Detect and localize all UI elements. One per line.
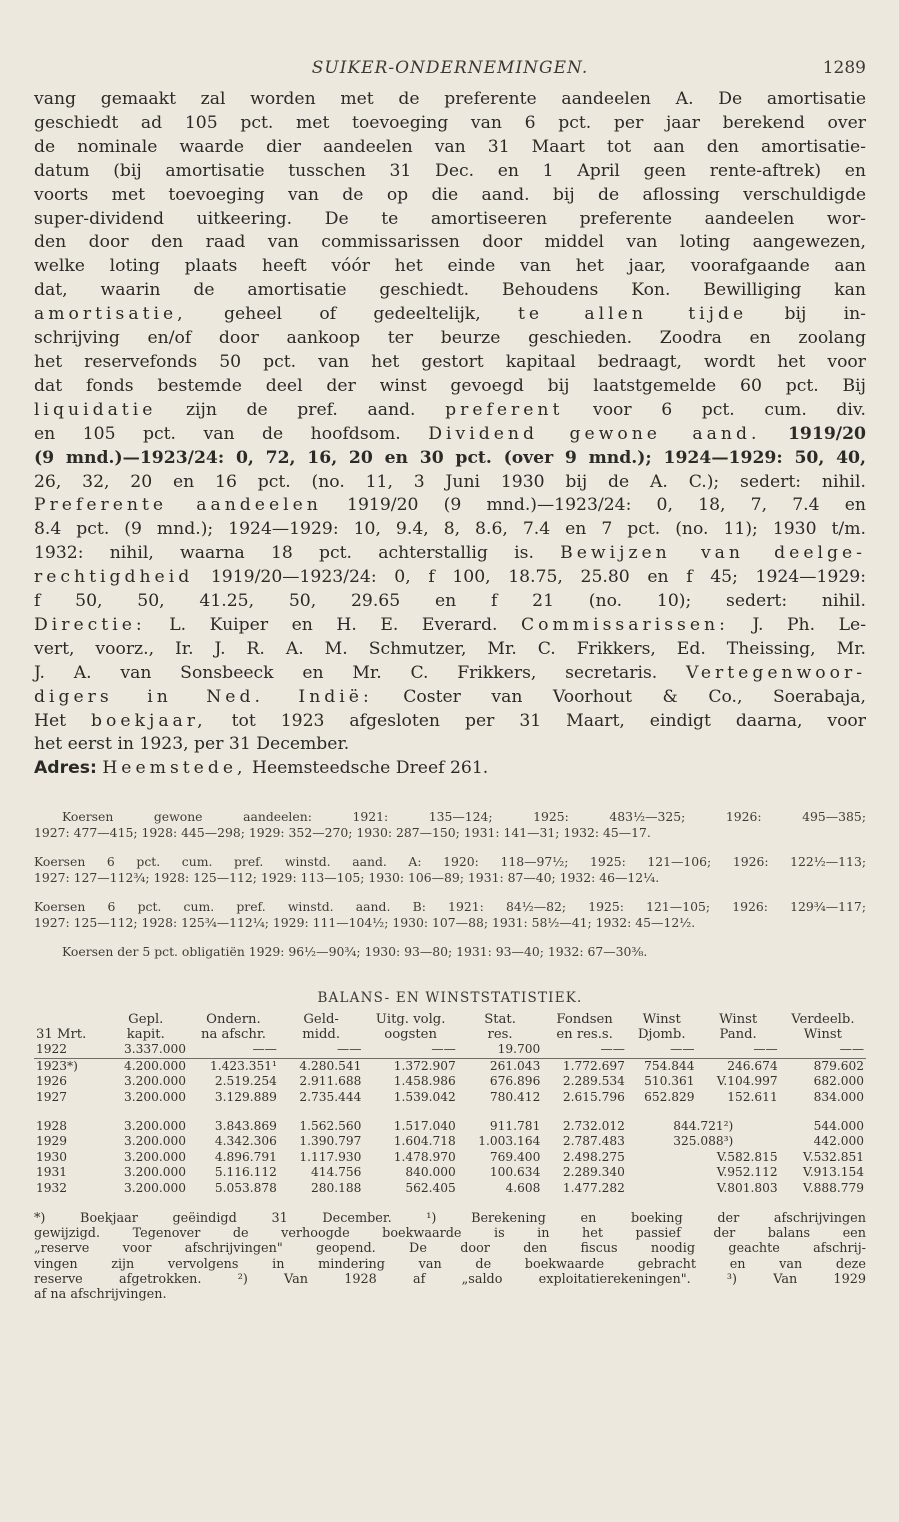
text-run: 1919/20 (9 mnd.)—1923/24: 0, 18, 7, 7.4 en: [347, 495, 866, 516]
table-cell: 682.000: [813, 1074, 864, 1089]
table-cell: V.582.815: [716, 1149, 778, 1164]
quote-block: [34, 899, 866, 931]
table-cell: ——: [337, 1042, 362, 1057]
text-line: [34, 662, 866, 686]
table-cell: 2.615.796: [562, 1090, 625, 1105]
table-cell: 100.634: [489, 1165, 541, 1180]
table-cell: 3.200.000: [124, 1165, 187, 1180]
table-cell: 879.602: [813, 1058, 864, 1073]
table-cell: V.532.851: [803, 1149, 864, 1164]
text-run: en 105 pct. van de hoofdsom.: [34, 423, 401, 444]
column-header: Stat.: [484, 1012, 516, 1028]
column-header: midd.: [302, 1027, 341, 1043]
text-run: L. Kuiper en H. E. Everard.: [169, 614, 498, 635]
text-line: [34, 710, 866, 734]
table-row: [34, 1150, 866, 1166]
table-cell: ——: [670, 1042, 695, 1057]
text-line: voorts met toevoeging van de op die aand. bij de aflossing verschuldigde: [34, 184, 866, 205]
column-header: Ondern.: [206, 1012, 261, 1028]
address-street: Heemsteedsche Dreef 261.: [251, 758, 489, 779]
table-cell: ——: [252, 1042, 277, 1057]
table-cell: 840.000: [405, 1165, 456, 1180]
table-cell: 1.604.718: [393, 1134, 456, 1149]
column-header: kapit.: [126, 1027, 165, 1043]
address-place: Heemstede,: [102, 758, 247, 779]
table-row: [34, 1090, 866, 1106]
text-line: 26, 32, 20 en 16 pct. (no. 11, 3 Juni 1930 bij de A. C.); sedert: nihil.: [34, 471, 866, 492]
table-cell: 5.053.878: [214, 1181, 277, 1196]
table-cell: 261.043: [489, 1058, 541, 1073]
text-run: Coster van Voorhout & Co., Soerabaja,: [403, 686, 866, 707]
quote-line: Koersen der 5 pct. obligatiën 1929: 96½—90¾; 1930: 93—80; 1931: 93—40; 1932: 67—30⅜.: [62, 944, 648, 960]
text-run: voor 6 pct. cum. div.: [593, 399, 866, 420]
year-cell: 1922: [36, 1042, 68, 1057]
table-row: [34, 1134, 866, 1150]
table-cell: 414.756: [311, 1165, 362, 1180]
table-cell: 3.200.000: [124, 1118, 187, 1133]
column-header: [34, 1012, 104, 1027]
text-line: 8.4 pct. (9 mnd.); 1924—1929: 10, 9.4, 8, 8.6, 7.4 en 7 pct. (no. 11); 1930 t/m.: [34, 519, 866, 540]
text-line: de nominale waarde dier aandeelen van 31 Maart tot aan den amortisatie-: [34, 136, 866, 157]
text-line: schrijving en/of door aankoop ter beurze geschieden. Zoodra en zoolang: [34, 328, 866, 349]
column-header: Fondsen: [556, 1012, 613, 1028]
spaced-term: digers in Ned. Indië:: [34, 686, 373, 707]
column-header: Winst: [719, 1012, 758, 1028]
table-cell: 280.188: [311, 1181, 362, 1196]
footnote-line: gewijzigd. Tegenover de verhoogde boekwaarde is in het passief der balans een: [34, 1225, 866, 1241]
table-cell: V.104.997: [716, 1074, 778, 1089]
table-cell: 1.390.797: [299, 1134, 362, 1149]
table-cell: 2.289.534: [562, 1074, 625, 1089]
address-line: [34, 757, 866, 781]
table-row: [34, 1058, 866, 1074]
text-run: 1919/20: [787, 423, 867, 444]
quote-block: [34, 944, 866, 960]
column-header: Winst: [642, 1012, 681, 1028]
quote-line: Koersen gewone aandeelen: 1921: 135—124; 1925: 483½—325; 1926: 495—385;: [62, 809, 866, 825]
table-row: [34, 1074, 866, 1090]
year-cell: 1929: [36, 1134, 68, 1149]
table-cell: 544.000: [813, 1118, 864, 1133]
table-cell: 1.477.282: [562, 1181, 625, 1196]
table-cell: 4.280.541: [299, 1058, 362, 1073]
table-cell: 1.458.986: [393, 1074, 456, 1089]
table-cell: ——: [753, 1042, 778, 1057]
table-cell: V.913.154: [803, 1165, 864, 1180]
body-text: [34, 88, 866, 781]
table-cell: 510.361: [644, 1074, 695, 1089]
table-cell: 1.117.930: [299, 1149, 362, 1164]
spaced-term: Vertegenwoor-: [686, 662, 867, 683]
table-row: [34, 1106, 866, 1135]
spaced-term: te allen tijde: [518, 304, 748, 325]
table-cell: ——: [839, 1042, 864, 1057]
column-header: res.: [487, 1027, 513, 1043]
spaced-term: Preferente aandeelen: [34, 495, 322, 516]
stats-title: BALANS- EN WINSTSTATISTIEK.: [317, 990, 583, 1007]
column-header: oogsten: [384, 1027, 437, 1043]
text-line: dat fonds bestemde deel der winst gevoegd bij laatstgemelde 60 pct. Bij: [34, 375, 866, 396]
footnote-line: „reserve voor afschrijvingen" geopend. De door den fiscus noodig geachte afschrij-: [34, 1241, 866, 1257]
text-run: 1932: nihil, waarna 18 pct. achterstallig is.: [34, 543, 534, 564]
text-line: super-dividend uitkeering. De te amortiseeren preferente aandeelen wor-: [34, 208, 866, 229]
table-cell: 562.405: [405, 1181, 456, 1196]
table-cell: 1.517.040: [393, 1118, 456, 1133]
year-cell: 1928: [36, 1118, 68, 1133]
quote-line: Koersen 6 pct. cum. pref. winstd. aand. A: 1920: 118—97½; 1925: 121—106; 1926: 122½—113;: [34, 854, 866, 870]
year-cell: 1932: [36, 1181, 68, 1196]
address-label: Adres:: [34, 758, 97, 779]
table-cell: 3.200.000: [124, 1090, 187, 1105]
year-cell: 1930: [36, 1149, 68, 1164]
text-line: [34, 686, 866, 710]
table-cell: 769.400: [489, 1149, 541, 1164]
table-cell: 3.129.889: [214, 1090, 277, 1105]
text-run: geheel of gedeeltelijk,: [223, 304, 481, 325]
balance-statistics-table: [34, 1012, 866, 1196]
text-line: [34, 399, 866, 423]
table-cell: 4.342.306: [214, 1134, 277, 1149]
page-title: SUIKER-ONDERNEMINGEN.: [311, 58, 589, 78]
footnote-line: reserve afgetrokken. ²) Van 1928 af „saldo exploitatierekeningen". ³) Van 1929: [34, 1271, 866, 1287]
text-line: datum (bij amortisatie tusschen 31 Dec. en 1 April geen rente-aftrek) en: [34, 160, 866, 181]
column-header: Gepl.: [128, 1012, 164, 1028]
table-cell: 5.116.112: [214, 1165, 277, 1180]
table-cell: 3.200.000: [124, 1181, 187, 1196]
column-header: Geld-: [303, 1012, 339, 1028]
spaced-term: amortisatie,: [34, 304, 187, 325]
document-page: [34, 58, 866, 1302]
spaced-term: Bewijzen van deelge-: [560, 543, 866, 564]
table-cell: 676.896: [489, 1074, 541, 1089]
table-cell: 152.611: [727, 1090, 778, 1105]
table-row: [34, 1042, 866, 1058]
table-cell: ——: [600, 1042, 625, 1057]
table-cell: 1.478.970: [393, 1149, 456, 1164]
table-cell: 2.498.275: [562, 1149, 625, 1164]
text-line: vert, voorz., Ir. J. R. A. M. Schmutzer, Mr. C. Frikkers, Ed. Theissing, Mr.: [34, 638, 866, 659]
text-line: (9 mnd.)—1923/24: 0, 72, 16, 20 en 30 pct. (over 9 mnd.); 1924—1929: 50, 40,: [34, 447, 866, 468]
column-header: Uitg. volg.: [375, 1012, 446, 1028]
spaced-term: Directie:: [34, 614, 146, 635]
table-cell: 325.088³): [673, 1134, 734, 1149]
table-cell: 4.896.791: [214, 1149, 277, 1164]
table-row: [34, 1181, 866, 1197]
text-run: tot 1923 afgesloten per 31 Maart, eindigt daarna, voor: [231, 710, 866, 731]
quote-line: 1927: 127—112¾; 1928: 125—112; 1929: 113—105; 1930: 106—89; 1931: 87—40; 1932: 46—12¼.: [34, 870, 660, 886]
table-header-row: [34, 1012, 866, 1027]
table-cell: 780.412: [489, 1090, 541, 1105]
text-line: dat, waarin de amortisatie geschiedt. Behoudens Kon. Bewilliging kan: [34, 280, 866, 301]
text-line: vang gemaakt zal worden met de preferente aandeelen A. De amortisatie: [34, 89, 866, 109]
text-run: bij in-: [784, 304, 866, 325]
table-cell: 4.608: [505, 1181, 541, 1196]
table-cell: 2.732.012: [562, 1118, 625, 1133]
table-cell: 2.911.688: [299, 1074, 362, 1089]
table-body-late: [34, 1106, 866, 1197]
table-body-early: [34, 1042, 866, 1105]
text-line: [34, 566, 866, 590]
quote-line: 1927: 477—415; 1928: 445—298; 1929: 352—270; 1930: 287—150; 1931: 141—31; 1932: 45—17.: [34, 825, 651, 841]
table-cell: 442.000: [813, 1134, 864, 1149]
table-cell: 3.843.869: [214, 1118, 277, 1133]
table-cell: 2.787.483: [562, 1134, 625, 1149]
text-line: [34, 423, 866, 447]
column-header: Pand.: [719, 1027, 757, 1043]
column-header: 31 Mrt.: [36, 1027, 87, 1043]
footnote-line: *) Boekjaar geëindigd 31 December. ¹) Berekening en boeking der afschrijvingen: [34, 1210, 866, 1226]
year-cell: 1931: [36, 1165, 68, 1180]
year-cell: 1927: [36, 1090, 68, 1105]
table-cell: 3.200.000: [124, 1149, 187, 1164]
text-run: J. A. van Sonsbeeck en Mr. C. Frikkers, secretaris.: [34, 662, 658, 683]
spaced-term: liquidatie: [34, 399, 157, 420]
table-row: [34, 1165, 866, 1181]
price-quotes: [34, 809, 866, 960]
text-line: [34, 614, 866, 638]
table-cell: 2.519.254: [214, 1074, 277, 1089]
table-cell: 19.700: [497, 1042, 541, 1057]
column-header: na afschr.: [200, 1027, 266, 1043]
spaced-term: boekjaar,: [91, 710, 207, 731]
table-cell: ——: [431, 1042, 456, 1057]
table-cell: 3.200.000: [124, 1134, 187, 1149]
column-header: Djomb.: [637, 1027, 686, 1043]
text-line: [34, 303, 866, 327]
text-run: 1919/20—1923/24: 0, f 100, 18.75, 25.80 en f 45; 1924—1929:: [210, 567, 866, 588]
table-cell: V.888.779: [803, 1181, 864, 1196]
table-cell: 246.674: [727, 1058, 778, 1073]
table-cell: 1.772.697: [562, 1058, 625, 1073]
quote-line: 1927: 125—112; 1928: 125¾—112¼; 1929: 111—104½; 1930: 107—88; 1931: 58½—41; 1932: 45—12½.: [34, 915, 696, 931]
footnotes: [34, 1211, 866, 1303]
table-cell: 3.337.000: [124, 1042, 187, 1057]
column-header: Verdeelb.: [791, 1012, 855, 1028]
year-cell: 1926: [36, 1074, 68, 1089]
page-number: 1289: [822, 58, 866, 78]
table-cell: 1.372.907: [393, 1058, 456, 1073]
column-header: en res.s.: [556, 1027, 613, 1043]
spaced-term: Commissarissen:: [521, 614, 729, 635]
spaced-term: Dividend gewone aand.: [428, 423, 761, 444]
text-line: welke loting plaats heeft vóór het einde van het jaar, voorafgaande aan: [34, 256, 866, 277]
text-run: zijn de pref. aand.: [185, 399, 416, 420]
footnote-line: vingen zijn vervolgens in mindering van de boekwaarde gebracht en van deze: [34, 1256, 866, 1272]
text-line: [34, 542, 866, 566]
text-run: Het: [34, 710, 67, 731]
running-header: [34, 58, 866, 88]
table-cell: 834.000: [813, 1090, 864, 1105]
table-cell: 1.423.351¹: [209, 1058, 277, 1073]
text-line: het reservefonds 50 pct. van het gestort kapitaal bedraagt, wordt het voor: [34, 351, 866, 372]
text-line: f 50, 50, 41.25, 50, 29.65 en f 21 (no. 10); sedert: nihil.: [34, 591, 866, 612]
text-line: geschiedt ad 105 pct. met toevoeging van 6 pct. per jaar berekend over: [34, 112, 866, 133]
table-cell: 3.200.000: [124, 1074, 187, 1089]
table-cell: V.952.112: [716, 1165, 778, 1180]
quote-line: Koersen 6 pct. cum. pref. winstd. aand. B: 1921: 84½—82; 1925: 121—105; 1926: 129¾—117;: [34, 899, 866, 915]
table-cell: 1.539.042: [393, 1090, 456, 1105]
table-cell: 1.003.164: [478, 1134, 541, 1149]
table-cell: 4.200.000: [124, 1058, 187, 1073]
table-cell: 652.829: [644, 1090, 695, 1105]
table-cell: 844.721²): [673, 1118, 734, 1133]
table-cell: 1.562.560: [299, 1118, 362, 1133]
table-header-row: [34, 1027, 866, 1042]
text-run: J. Ph. Le-: [752, 614, 867, 635]
table-cell: 2.289.340: [562, 1165, 625, 1180]
year-cell: 1923*): [36, 1058, 78, 1073]
column-header: Winst: [803, 1027, 842, 1043]
table-cell: 911.781: [489, 1118, 541, 1133]
table-cell: 2.735.444: [299, 1090, 362, 1105]
text-line: [34, 494, 866, 518]
text-line: het eerst in 1923, per 31 December.: [34, 734, 350, 755]
spaced-term: preferent: [445, 399, 564, 420]
quote-block: [34, 854, 866, 886]
footnote-line: af na afschrijvingen.: [34, 1287, 167, 1303]
table-cell: 754.844: [644, 1058, 695, 1073]
quote-block: [34, 809, 866, 841]
text-line: den door den raad van commissarissen door middel van loting aangewezen,: [34, 232, 866, 253]
table-cell: V.801.803: [716, 1181, 778, 1196]
spaced-term: rechtigdheid: [34, 567, 194, 588]
